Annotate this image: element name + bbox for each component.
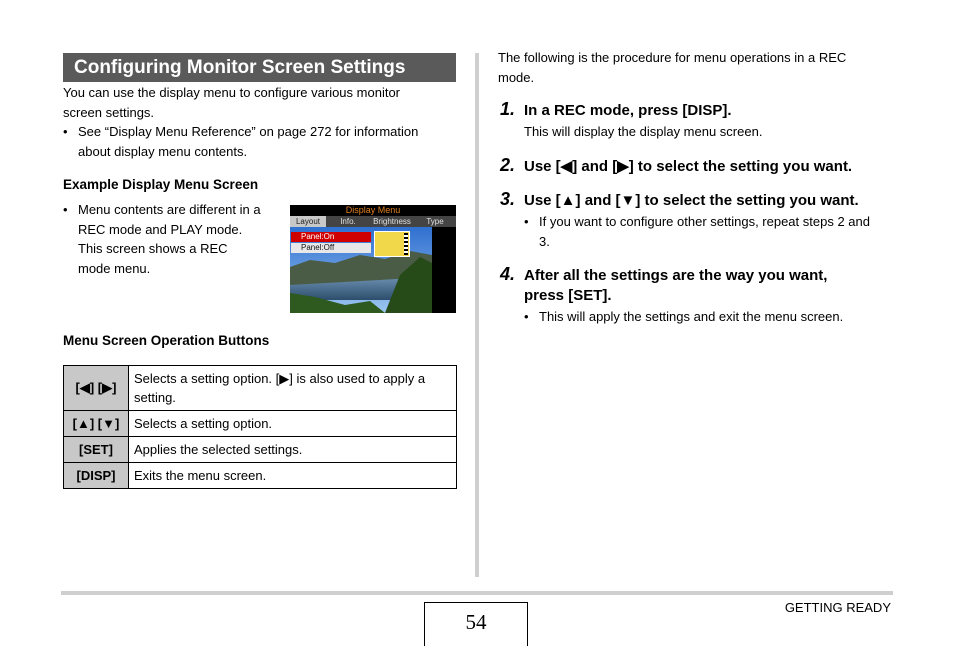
bullet-text: Menu contents are different in a [78,202,261,217]
desc-cell: Exits the menu screen. [129,463,457,489]
step-text-line: After all the settings are the way you want, [524,267,828,284]
table-row [64,411,457,437]
bullet-dot: • [524,309,529,324]
bullet-text: REC mode and PLAY mode. [78,221,243,237]
right-intro [498,48,846,87]
tab-info[interactable]: Info. [326,216,370,227]
section-title: Configuring Monitor Screen Settings [63,53,456,82]
desc-cell: Applies the selected settings. [129,437,457,463]
bullet-dot: • [63,124,68,139]
example-heading: Example Display Menu Screen [63,177,259,192]
step-number: 4. [500,264,516,284]
bullet-text: This screen shows a REC [78,241,228,256]
section-label: GETTING READY [784,600,891,615]
step-text-line: press [SET]. [524,287,612,304]
step-number: 1. [500,99,516,119]
bullet-list [63,122,418,161]
display-menu-screenshot [290,205,456,313]
step-number: 2. [500,155,516,175]
table-row [64,463,457,489]
option-panel-off[interactable]: Panel:Off [291,243,371,253]
step-text [524,266,827,306]
bullet-text: 3. [539,233,550,249]
intro-line: screen settings. [63,104,155,120]
key-up-down: [▲] [▼] [64,411,129,437]
preview-bar [404,233,408,255]
key-disp: [DISP] [64,463,129,489]
ops-heading: Menu Screen Operation Buttons [63,333,270,348]
tab-brightness[interactable]: Brightness [370,216,414,227]
menu-tabs [290,216,456,227]
step-text: In a REC mode, press [DISP]. [524,102,732,119]
menu-title: Display Menu [345,205,401,215]
example-bullet [63,200,261,278]
tab-layout[interactable]: Layout [290,216,326,227]
desc-line: Selects a setting option. [▶] is also used to apply a [134,371,426,386]
step-bullet [524,212,870,251]
bullet-text: If you want to configure other settings, repeat steps 2 and [539,214,870,229]
tab-type[interactable]: Type [414,216,456,227]
key-left-right: [◀] [▶] [64,366,129,411]
intro-paragraph [63,83,400,122]
desc-line: setting. [134,390,176,405]
bullet-dot: • [63,202,68,217]
step-bullet [524,307,843,327]
step-note: This will display the display menu screen. [524,124,763,139]
bullet-text: See “Display Menu Reference” on page 272 for information [78,124,419,139]
step-text: Use [◀] and [▶] to select the setting you want. [524,158,853,175]
key-set: [SET] [64,437,129,463]
bullet-text: about display menu contents. [78,143,248,159]
bullet-text: mode menu. [78,260,151,276]
bullet-dot: • [524,214,529,229]
desc-cell [129,366,457,411]
option-panel-on[interactable]: Panel:On [291,232,371,242]
table-row [64,366,457,411]
step-number: 3. [500,189,516,209]
table-row [64,437,457,463]
intro-line: The following is the procedure for menu operations in a REC [498,50,847,65]
ops-table [63,365,457,489]
column-divider [475,53,479,577]
page-number: 54 [424,602,528,646]
bullet-text: This will apply the settings and exit the menu screen. [539,309,844,324]
desc-cell: Selects a setting option. [129,411,457,437]
intro-line: mode. [498,69,535,85]
footer-rule [61,591,893,595]
step-text: Use [▲] and [▼] to select the setting you want. [524,192,859,209]
intro-line: You can use the display menu to configure various monitor [63,85,400,100]
